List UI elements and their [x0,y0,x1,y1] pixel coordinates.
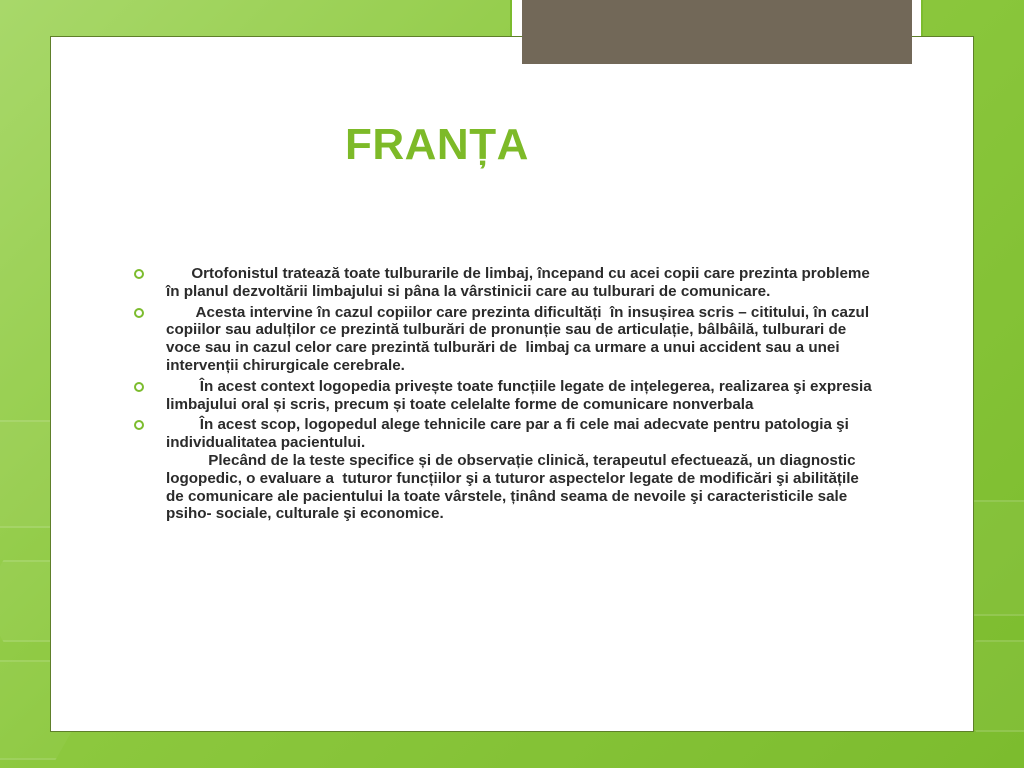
bullet-item [132,265,877,301]
bullet-item [132,378,877,414]
bullet-text: În acest context logopedia privește toate funcțiile legate de ințelegerea, realizarea şi expresia limbajului oral și scris, precum și toate celelalte forme de comunicare nonverbala [166,377,876,413]
bullet-text: Ortofonistul tratează toate tulburarile de limbaj, începand cu acei copii care prezinta probleme în planul dezvoltării limbajului si pâna la vârstinicii care au tulburari de comunicare. [166,265,875,300]
slide-title: FRANȚA [345,120,529,169]
bullet-text: Acesta intervine în cazul copiilor care prezinta dificultăți în insușirea scris – cititului, în cazul copiilor sau adulților ce prezintă tulburări de pronunție sau de articulație, bâlbâilă, tulburari de voce sau in cazul celor care prezintă tulburări de limbaj ca urmare a unui accident sau a unei intervenții chirurgicale cerebrale. [166,303,874,374]
bullet-text: Plecând de la teste specifice și de observație clinică, terapeutul efectuează, un diagnostic logopedic, o evaluare a tuturor funcțiilor şi a tuturor aspectelor legate de modificări şi abilitățile de comunicare ale pacientului la toate vârstele, ținând seama de nevoile şi caracteristicile sale psiho- sociale, culturale şi economice. [166,451,864,523]
bullet-circle-icon [134,420,144,430]
bullet-circle-icon [134,382,144,392]
bullet-text: În acest scop, logopedul alege tehnicile care par a fi cele mai adecvate pentru patologia şi individualitatea pacientului. [166,416,854,452]
bullet-circle-icon [134,269,144,279]
accent-box [522,0,912,64]
bullet-circle-icon [134,308,144,318]
bullet-item [132,416,877,523]
bullet-item [132,304,877,375]
bullet-list [132,265,877,526]
